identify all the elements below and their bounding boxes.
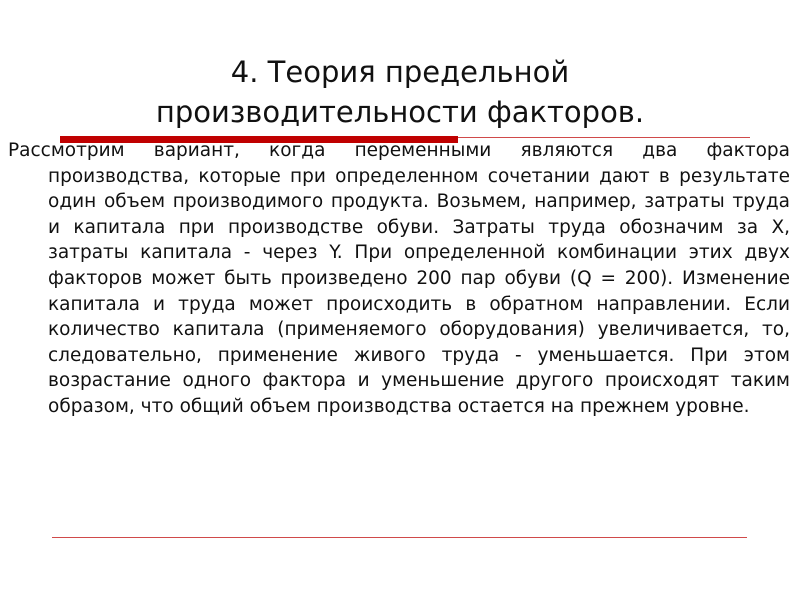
slide-title-line-2: производительности факторов.: [155, 95, 645, 129]
slide-body-paragraph: [8, 138, 790, 420]
footer-divider-line: [52, 537, 747, 538]
slide-title: [60, 52, 740, 132]
slide-title-line-1: 4. Теория предельной: [230, 55, 570, 89]
slide-body-text: Рассмотрим вариант, когда переменными являются два фактора производства, которые при определенном сочетании дают в результате один объем производимого продукта. Возьмем, например, затраты труда и капитала при производстве обуви. Затраты труда обозначим за X, затраты капитала - через Y. При определенной комбинации этих двух факторов может быть произведено 200 пар обуви (Q = 200). Изменение капитала и труда может происходить в обратном направлении. Если количество капитала (применяемого оборудования) увеличивается, то, следовательно, применение живого труда - уменьшается. При этом возрастание одного фактора и уменьшение другого происходят таким образом, что общий объем производства остается на прежнем уровне.: [8, 140, 790, 417]
